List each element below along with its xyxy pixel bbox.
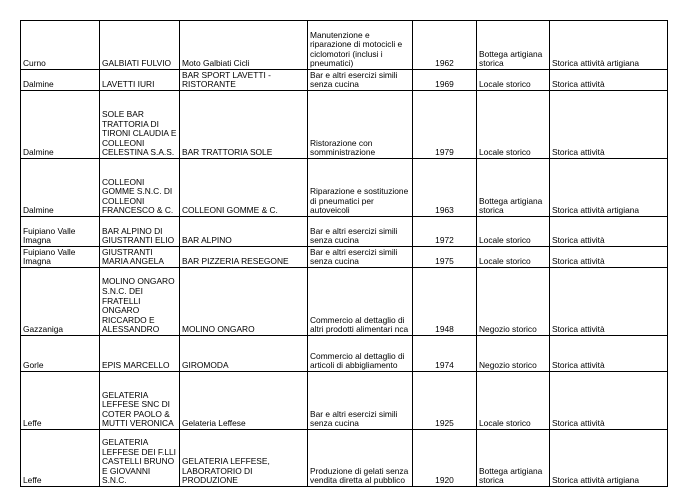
insegna-cell: MOLINO ONGARO <box>180 268 308 336</box>
attivita-cell: Ristorazione con somministrazione <box>308 91 413 159</box>
insegna-cell: GIROMODA <box>180 336 308 372</box>
table-row <box>21 159 668 217</box>
anno-cell: 1972 <box>413 217 477 247</box>
categoria-cell: Storica attività <box>550 247 668 268</box>
ragione-sociale-cell: EPIS MARCELLO <box>100 336 180 372</box>
tipo-cell: Locale storico <box>477 217 550 247</box>
insegna-cell: Gelateria Leffese <box>180 372 308 430</box>
ragione-sociale-cell: LAVETTI IURI <box>100 70 180 91</box>
tipo-cell: Negozio storico <box>477 336 550 372</box>
insegna-cell: COLLEONI GOMME & C. <box>180 159 308 217</box>
insegna-cell: BAR PIZZERIA RESEGONE <box>180 247 308 268</box>
anno-cell: 1969 <box>413 70 477 91</box>
ragione-sociale-cell: SOLE BAR TRATTORIA DI TIRONI CLAUDIA E COLLEONI CELESTINA S.A.S. <box>100 91 180 159</box>
comune-cell: Dalmine <box>21 70 100 91</box>
tipo-cell: Locale storico <box>477 247 550 268</box>
table-row <box>21 430 668 487</box>
insegna-cell: Moto Galbiati Cicli <box>180 21 308 70</box>
comune-cell: Dalmine <box>21 91 100 159</box>
categoria-cell: Storica attività artigiana <box>550 21 668 70</box>
categoria-cell: Storica attività artigiana <box>550 430 668 487</box>
anno-cell: 1979 <box>413 91 477 159</box>
anno-cell: 1925 <box>413 372 477 430</box>
anno-cell: 1948 <box>413 268 477 336</box>
categoria-cell: Storica attività <box>550 217 668 247</box>
anno-cell: 1962 <box>413 21 477 70</box>
tipo-cell: Bottega artigiana storica <box>477 430 550 487</box>
attivita-cell: Bar e altri esercizi simili senza cucina <box>308 247 413 268</box>
table-row <box>21 372 668 430</box>
attivita-cell: Produzione di gelati senza vendita diretta al pubblico <box>308 430 413 487</box>
anno-cell: 1920 <box>413 430 477 487</box>
ragione-sociale-cell: BAR ALPINO DI GIUSTRANTI ELIO <box>100 217 180 247</box>
insegna-cell: BAR SPORT LAVETTI - RISTORANTE <box>180 70 308 91</box>
attivita-cell: Commercio al dettaglio di altri prodotti alimentari nca <box>308 268 413 336</box>
comune-cell: Leffe <box>21 430 100 487</box>
attivita-cell: Commercio al dettaglio di articoli di abbigliamento <box>308 336 413 372</box>
comune-cell: Fuipiano Valle Imagna <box>21 247 100 268</box>
attivita-cell: Bar e altri esercizi simili senza cucina <box>308 70 413 91</box>
table-row <box>21 21 668 70</box>
comune-cell: Dalmine <box>21 159 100 217</box>
table-row <box>21 268 668 336</box>
anno-cell: 1974 <box>413 336 477 372</box>
tipo-cell: Locale storico <box>477 372 550 430</box>
categoria-cell: Storica attività <box>550 336 668 372</box>
comune-cell: Gorle <box>21 336 100 372</box>
insegna-cell: GELATERIA LEFFESE, LABORATORIO DI PRODUZIONE <box>180 430 308 487</box>
tipo-cell: Locale storico <box>477 70 550 91</box>
attivita-cell: Bar e altri esercizi simili senza cucina <box>308 217 413 247</box>
tipo-cell: Bottega artigiana storica <box>477 159 550 217</box>
categoria-cell: Storica attività artigiana <box>550 159 668 217</box>
anno-cell: 1963 <box>413 159 477 217</box>
table-row <box>21 336 668 372</box>
table-row <box>21 91 668 159</box>
table-row <box>21 247 668 268</box>
categoria-cell: Storica attività <box>550 268 668 336</box>
ragione-sociale-cell: GELATERIA LEFFESE SNC DI COTER PAOLO & MUTTI VERONICA <box>100 372 180 430</box>
categoria-cell: Storica attività <box>550 70 668 91</box>
table-row <box>21 217 668 247</box>
tipo-cell: Locale storico <box>477 91 550 159</box>
ragione-sociale-cell: COLLEONI GOMME S.N.C. DI COLLEONI FRANCESCO & C. <box>100 159 180 217</box>
ragione-sociale-cell: MOLINO ONGARO S.N.C. DEI FRATELLI ONGARO RICCARDO E ALESSANDRO <box>100 268 180 336</box>
ragione-sociale-cell: GALBIATI FULVIO <box>100 21 180 70</box>
comune-cell: Leffe <box>21 372 100 430</box>
historic-businesses-table <box>20 20 668 487</box>
ragione-sociale-cell: GIUSTRANTI MARIA ANGELA <box>100 247 180 268</box>
categoria-cell: Storica attività <box>550 91 668 159</box>
attivita-cell: Bar e altri esercizi simili senza cucina <box>308 372 413 430</box>
categoria-cell: Storica attività <box>550 372 668 430</box>
tipo-cell: Negozio storico <box>477 268 550 336</box>
comune-cell: Gazzaniga <box>21 268 100 336</box>
tipo-cell: Bottega artigiana storica <box>477 21 550 70</box>
comune-cell: Fuipiano Valle Imagna <box>21 217 100 247</box>
table-row <box>21 70 668 91</box>
insegna-cell: BAR TRATTORIA SOLE <box>180 91 308 159</box>
attivita-cell: Riparazione e sostituzione di pneumatici per autoveicoli <box>308 159 413 217</box>
attivita-cell: Manutenzione e riparazione di motocicli e ciclomotori (inclusi i pneumatici) <box>308 21 413 70</box>
anno-cell: 1975 <box>413 247 477 268</box>
insegna-cell: BAR ALPINO <box>180 217 308 247</box>
ragione-sociale-cell: GELATERIA LEFFESE DEI F.LLI CASTELLI BRUNO E GIOVANNI S.N.C. <box>100 430 180 487</box>
comune-cell: Curno <box>21 21 100 70</box>
